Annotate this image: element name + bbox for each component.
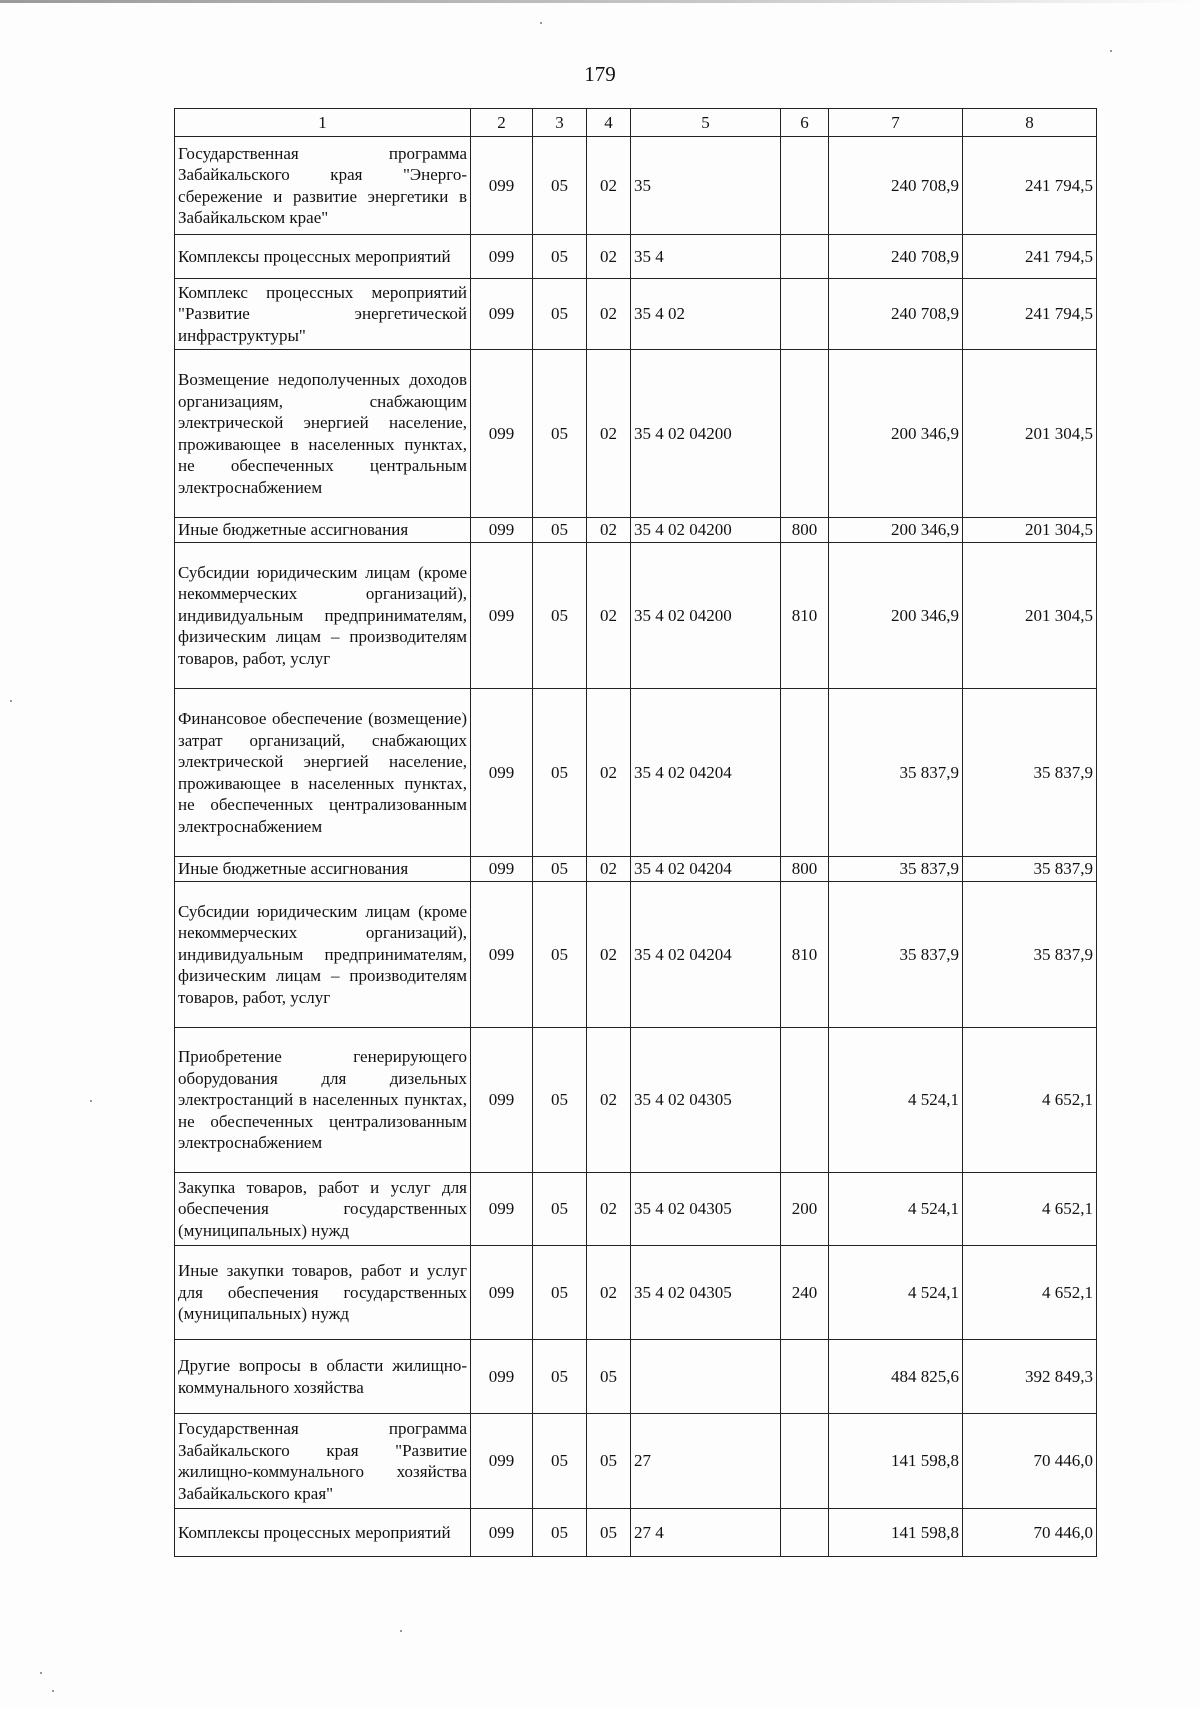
row-name: Закупка товаров, работ и услуг для обеспечения государственных (муниципальных) нужд	[175, 1173, 471, 1246]
header-cell: 7	[829, 109, 963, 137]
header-cell: 3	[533, 109, 587, 137]
cell-amount-year2: 241 794,5	[963, 137, 1097, 235]
cell-amount-year1: 4 524,1	[829, 1028, 963, 1173]
cell-expense-type: 810	[781, 882, 829, 1028]
table-row	[175, 1509, 1097, 1557]
table-row	[175, 1414, 1097, 1509]
cell-expense-type	[781, 689, 829, 857]
cell-expense-type	[781, 1340, 829, 1414]
cell-amount-year1: 240 708,9	[829, 235, 963, 279]
cell-expense-type: 240	[781, 1246, 829, 1340]
cell-section: 05	[533, 857, 587, 882]
cell-section: 05	[533, 235, 587, 279]
cell-target-article: 35 4 02 04200	[631, 543, 781, 689]
cell-expense-type: 200	[781, 1173, 829, 1246]
cell-amount-year1: 141 598,8	[829, 1509, 963, 1557]
cell-ministry: 099	[471, 350, 533, 518]
cell-expense-type: 810	[781, 543, 829, 689]
cell-expense-type	[781, 350, 829, 518]
cell-amount-year2: 35 837,9	[963, 882, 1097, 1028]
table-row	[175, 279, 1097, 350]
cell-section: 05	[533, 1340, 587, 1414]
scan-speck	[40, 1672, 42, 1674]
cell-amount-year1: 240 708,9	[829, 137, 963, 235]
cell-ministry: 099	[471, 235, 533, 279]
cell-ministry: 099	[471, 1173, 533, 1246]
cell-amount-year1: 200 346,9	[829, 518, 963, 543]
cell-section: 05	[533, 882, 587, 1028]
cell-ministry: 099	[471, 1414, 533, 1509]
cell-amount-year1: 4 524,1	[829, 1173, 963, 1246]
cell-amount-year2: 35 837,9	[963, 857, 1097, 882]
cell-subsection: 02	[587, 279, 631, 350]
cell-expense-type	[781, 279, 829, 350]
table-row	[175, 882, 1097, 1028]
cell-ministry: 099	[471, 543, 533, 689]
cell-subsection: 02	[587, 882, 631, 1028]
cell-expense-type	[781, 1028, 829, 1173]
cell-section: 05	[533, 1028, 587, 1173]
cell-subsection: 02	[587, 137, 631, 235]
cell-target-article: 35 4 02	[631, 279, 781, 350]
table-row	[175, 137, 1097, 235]
cell-amount-year1: 35 837,9	[829, 882, 963, 1028]
table-row	[175, 1246, 1097, 1340]
cell-amount-year1: 200 346,9	[829, 350, 963, 518]
row-name: Иные бюджетные ассигнования	[175, 857, 471, 882]
cell-target-article: 35 4 02 04204	[631, 882, 781, 1028]
cell-amount-year2: 35 837,9	[963, 689, 1097, 857]
cell-subsection: 05	[587, 1414, 631, 1509]
cell-amount-year2: 4 652,1	[963, 1173, 1097, 1246]
cell-ministry: 099	[471, 689, 533, 857]
row-name: Комплексы процессных мероприятий	[175, 235, 471, 279]
cell-amount-year2: 4 652,1	[963, 1246, 1097, 1340]
header-cell: 4	[587, 109, 631, 137]
cell-amount-year1: 141 598,8	[829, 1414, 963, 1509]
cell-ministry: 099	[471, 882, 533, 1028]
cell-ministry: 099	[471, 1246, 533, 1340]
cell-amount-year1: 240 708,9	[829, 279, 963, 350]
row-name: Другие вопросы в области жилищно-коммунального хозяйства	[175, 1340, 471, 1414]
table-row	[175, 235, 1097, 279]
row-name: Иные бюджетные ассигнования	[175, 518, 471, 543]
cell-amount-year2: 201 304,5	[963, 350, 1097, 518]
cell-expense-type	[781, 235, 829, 279]
cell-amount-year2: 70 446,0	[963, 1509, 1097, 1557]
cell-subsection: 02	[587, 543, 631, 689]
scan-speck	[1110, 50, 1112, 52]
cell-target-article: 35 4 02 04204	[631, 857, 781, 882]
scan-speck	[90, 1100, 92, 1102]
cell-amount-year2: 241 794,5	[963, 235, 1097, 279]
cell-expense-type	[781, 137, 829, 235]
cell-target-article: 35	[631, 137, 781, 235]
cell-ministry: 099	[471, 518, 533, 543]
table-row	[175, 518, 1097, 543]
cell-amount-year1: 35 837,9	[829, 689, 963, 857]
cell-target-article: 35 4 02 04200	[631, 350, 781, 518]
table-row	[175, 857, 1097, 882]
cell-ministry: 099	[471, 1028, 533, 1173]
cell-target-article: 35 4 02 04204	[631, 689, 781, 857]
cell-target-article: 35 4 02 04200	[631, 518, 781, 543]
cell-amount-year2: 201 304,5	[963, 543, 1097, 689]
cell-target-article: 27	[631, 1414, 781, 1509]
scan-speck	[400, 1630, 402, 1632]
cell-amount-year1: 200 346,9	[829, 543, 963, 689]
cell-subsection: 02	[587, 857, 631, 882]
table-row	[175, 1173, 1097, 1246]
table-row	[175, 350, 1097, 518]
cell-subsection: 05	[587, 1509, 631, 1557]
header-cell: 5	[631, 109, 781, 137]
cell-amount-year2: 201 304,5	[963, 518, 1097, 543]
cell-ministry: 099	[471, 137, 533, 235]
cell-ministry: 099	[471, 1509, 533, 1557]
cell-section: 05	[533, 1246, 587, 1340]
cell-amount-year2: 4 652,1	[963, 1028, 1097, 1173]
cell-amount-year2: 241 794,5	[963, 279, 1097, 350]
row-name: Финансовое обеспечение (возмещение) затрат организаций, снабжающих электрической энергией население, проживающее в населенных пунктах, не обеспеченных централизованным электроснабжением	[175, 689, 471, 857]
scan-edge-line	[0, 0, 1200, 3]
scan-speck	[10, 700, 12, 702]
header-row	[175, 109, 1097, 137]
cell-section: 05	[533, 1173, 587, 1246]
table-row	[175, 1340, 1097, 1414]
cell-subsection: 02	[587, 1173, 631, 1246]
cell-subsection: 05	[587, 1340, 631, 1414]
header-cell: 1	[175, 109, 471, 137]
row-name: Субсидии юридическим лицам (кроме некоммерческих организаций), индивидуальным предпринимателям, физическим лицам – производителям товаров, работ, услуг	[175, 543, 471, 689]
cell-section: 05	[533, 1414, 587, 1509]
cell-subsection: 02	[587, 235, 631, 279]
cell-subsection: 02	[587, 1028, 631, 1173]
header-cell: 2	[471, 109, 533, 137]
cell-target-article: 35 4 02 04305	[631, 1028, 781, 1173]
cell-expense-type	[781, 1509, 829, 1557]
cell-subsection: 02	[587, 1246, 631, 1340]
scan-speck	[52, 1690, 54, 1692]
row-name: Возмещение недополученных доходов организациям, снабжающим электрической энергией население, проживающее в населенных пунктах, не обеспеченных центральным электроснабжением	[175, 350, 471, 518]
cell-section: 05	[533, 1509, 587, 1557]
table-row	[175, 543, 1097, 689]
page-number: 179	[584, 62, 616, 86]
cell-ministry: 099	[471, 857, 533, 882]
row-name: Государственная программа Забайкальского края "Энергосбережение и развитие энергетики в Забайкальском крае"	[175, 137, 471, 235]
budget-table	[174, 108, 1097, 1557]
cell-target-article: 35 4 02 04305	[631, 1173, 781, 1246]
cell-target-article: 35 4 02 04305	[631, 1246, 781, 1340]
cell-ministry: 099	[471, 279, 533, 350]
row-name: Государственная программа Забайкальского края "Развитие жилищно-коммунального хозяйства Забайкальского края"	[175, 1414, 471, 1509]
cell-section: 05	[533, 137, 587, 235]
cell-section: 05	[533, 689, 587, 857]
cell-amount-year1: 484 825,6	[829, 1340, 963, 1414]
cell-amount-year2: 392 849,3	[963, 1340, 1097, 1414]
row-name: Субсидии юридическим лицам (кроме некоммерческих организаций), индивидуальным предпринимателям, физическим лицам – производителям товаров, работ, услуг	[175, 882, 471, 1028]
cell-amount-year2: 70 446,0	[963, 1414, 1097, 1509]
cell-subsection: 02	[587, 689, 631, 857]
header-cell: 8	[963, 109, 1097, 137]
row-name: Комплексы процессных мероприятий	[175, 1509, 471, 1557]
cell-target-article: 35 4	[631, 235, 781, 279]
table-row	[175, 1028, 1097, 1173]
cell-target-article	[631, 1340, 781, 1414]
cell-expense-type: 800	[781, 857, 829, 882]
cell-section: 05	[533, 350, 587, 518]
cell-expense-type	[781, 1414, 829, 1509]
cell-amount-year1: 4 524,1	[829, 1246, 963, 1340]
cell-expense-type: 800	[781, 518, 829, 543]
cell-subsection: 02	[587, 350, 631, 518]
row-name: Иные закупки товаров, работ и услуг для обеспечения государственных (муниципальных) нужд	[175, 1246, 471, 1340]
cell-section: 05	[533, 279, 587, 350]
row-name: Приобретение генерирующего оборудования для дизельных электростанций в населенных пунктах, не обеспеченных централизованным электроснабжением	[175, 1028, 471, 1173]
cell-ministry: 099	[471, 1340, 533, 1414]
cell-section: 05	[533, 543, 587, 689]
cell-subsection: 02	[587, 518, 631, 543]
scan-speck	[540, 22, 542, 24]
cell-amount-year1: 35 837,9	[829, 857, 963, 882]
cell-section: 05	[533, 518, 587, 543]
row-name: Комплекс процессных мероприятий "Развитие энергетической инфраструктуры"	[175, 279, 471, 350]
header-cell: 6	[781, 109, 829, 137]
cell-target-article: 27 4	[631, 1509, 781, 1557]
table-row	[175, 689, 1097, 857]
